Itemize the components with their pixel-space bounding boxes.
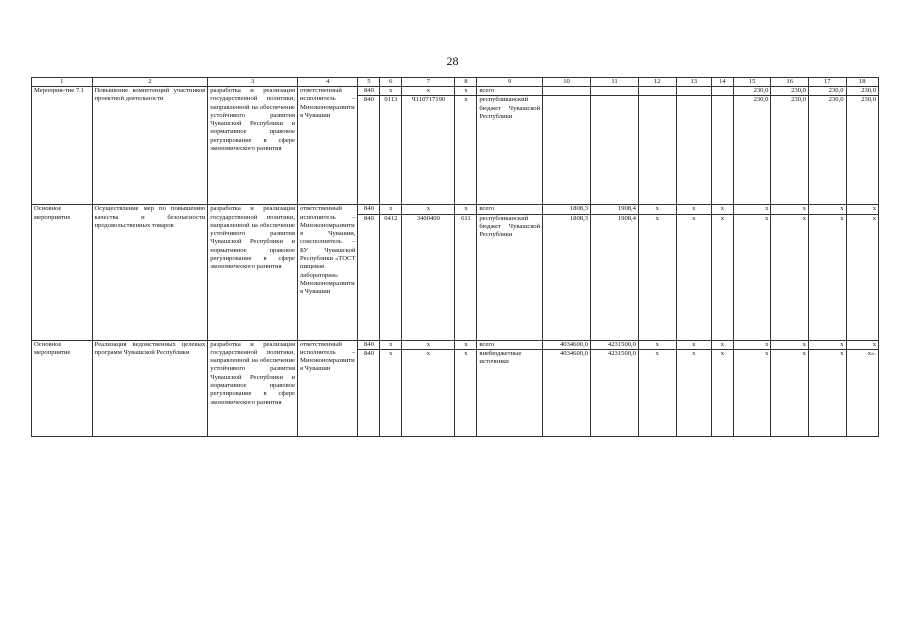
header-cell: 8 [455,78,477,87]
cell-c5: 840 [358,349,380,436]
executor-line: ответственный [299,205,342,213]
cell-c7: x [402,205,455,214]
cell-c9: внебюджетные источники [477,349,543,436]
cell-c6: 0113 [380,96,402,205]
cell-c6: 0412 [380,214,402,340]
cell-c18: x». [846,349,878,436]
cell-c14: x [711,214,733,340]
cell-c13 [676,96,711,205]
cell-c12: x [638,214,676,340]
cell-c17: x [808,340,846,349]
cell-c11 [591,96,639,205]
cell-c12: x [638,205,676,214]
header-cell: 13 [676,78,711,87]
cell-c5: 840 [358,340,380,349]
cell-c7: x [402,340,455,349]
cell-c16: x [771,205,809,214]
program-table [31,77,879,437]
header-cell: 14 [711,78,733,87]
cell-c15: x [733,349,771,436]
cell-c10 [543,96,591,205]
cell-c11: 1908,4 [591,214,639,340]
goal-cell: разработка и реализация государственной политики, направленной на обеспечение устойчивого развития Чувашской Республики и нормативное правовое регулирование в сфере экономического развития [208,340,298,436]
cell-c8: 611 [455,214,477,340]
cell-c10: 4034600,0 [543,340,591,349]
executor-cell [297,87,358,205]
cell-c16: x [771,349,809,436]
cell-c9: всего [477,205,543,214]
name-cell: Повышение компетенций участников проектной деятельности [92,87,208,205]
cell-c13: x [676,205,711,214]
table-row [32,340,879,349]
cell-c10: 1808,3 [543,205,591,214]
header-cell: 11 [591,78,639,87]
cell-c12 [638,87,676,96]
header-row [32,78,879,87]
header-cell: 5 [358,78,380,87]
cell-c12 [638,96,676,205]
executor-cell [297,340,358,436]
cell-c8: x [455,340,477,349]
cell-c13: x [676,214,711,340]
cell-c15: 230,0 [733,96,771,205]
goal-cell: разработка и реализация государственной политики, направленной на обеспечение устойчивого развития Чувашской Республики и нормативное правовое регулирование в сфере экономического развития [208,87,298,205]
cell-c14 [711,96,733,205]
cell-c7: Ч110717190 [402,96,455,205]
cell-c16: x [771,214,809,340]
name-cell: Реализация ведомственных целевых программ Чувашской Республики [92,340,208,436]
cell-c18: 230,0 [846,87,878,96]
cell-c10: 4034600,0 [543,349,591,436]
cell-c8: x [455,349,477,436]
cell-c12: x [638,349,676,436]
cell-c9: всего [477,340,543,349]
cell-c8: x [455,205,477,214]
table-row [32,205,879,214]
goal-cell: разработка и реализация государственной политики, направленной на обеспечение устойчивого развития Чувашской Республики и нормативное правовое регулирование в сфере экономического развития [208,205,298,340]
cell-c16: 230,0 [771,96,809,205]
header-cell: 16 [771,78,809,87]
cell-c9: республиканский бюджет Чувашской Республики [477,214,543,340]
cell-c14: x [711,205,733,214]
cell-c13 [676,87,711,96]
cell-c14 [711,87,733,96]
status-cell: Основное мероприятие [32,205,93,340]
cell-c6: x [380,87,402,96]
page-number: 28 [446,54,459,68]
header-cell: 10 [543,78,591,87]
executor-text: исполнитель – Минэкономразвития Чувашии [299,95,356,119]
cell-c10: 1808,3 [543,214,591,340]
cell-c14: x [711,340,733,349]
cell-c17: x [808,214,846,340]
cell-c17: x [808,205,846,214]
cell-c15: 230,0 [733,87,771,96]
cell-c18: x [846,214,878,340]
header-cell: 15 [733,78,771,87]
header-cell: 6 [380,78,402,87]
cell-c13: x [676,340,711,349]
cell-c16: x [771,340,809,349]
cell-c8: x [455,96,477,205]
executor-line: ответственный [299,87,342,94]
cell-c5: 840 [358,205,380,214]
cell-c13: x [676,349,711,436]
cell-c9: всего [477,87,543,96]
header-cell: 7 [402,78,455,87]
header-cell: 4 [297,78,358,87]
header-cell: 17 [808,78,846,87]
executor-cell [297,205,358,340]
header-cell: 1 [32,78,93,87]
cell-c9: республиканский бюджет Чувашской Республики [477,96,543,205]
header-cell: 18 [846,78,878,87]
cell-c15: x [733,205,771,214]
cell-c17: x [808,349,846,436]
cell-c11: 4231500,0 [591,349,639,436]
cell-c7: 3400400 [402,214,455,340]
header-cell: 2 [92,78,208,87]
cell-c15: x [733,214,771,340]
cell-c5: 840 [358,96,380,205]
executor-text: исполнитель – Минэкономразвития Чувашии [299,348,356,373]
cell-c15: x [733,340,771,349]
cell-c12: x [638,340,676,349]
header-cell: 3 [208,78,298,87]
name-cell: Осуществление мер по повышению качества и безопасности продовольственных товаров [92,205,208,340]
cell-c16: 230,0 [771,87,809,96]
cell-c7: x [402,349,455,436]
cell-c17: 230,0 [808,96,846,205]
cell-c18: x [846,205,878,214]
table-row [32,87,879,96]
cell-c10 [543,87,591,96]
cell-c18: 230,0 [846,96,878,205]
cell-c17: 230,0 [808,87,846,96]
cell-c6: x [380,349,402,436]
executor-line: ответственный [299,340,342,348]
cell-c14: x [711,349,733,436]
cell-c8: x [455,87,477,96]
cell-c5: 840 [358,214,380,340]
cell-c11: 1908,4 [591,205,639,214]
status-cell: Мероприя-тие 7.1 [32,87,93,205]
cell-c6: x [380,205,402,214]
cell-c5: 840 [358,87,380,96]
status-cell: Основное мероприятие [32,340,93,436]
header-cell: 9 [477,78,543,87]
executor-text: исполнитель – Минэкономразвития Чувашии, соисполнитель – БУ Чувашской Республики «ТОСТ пищевая лаборатория» Минэкономразвития Чувашии [299,213,356,296]
cell-c7: x [402,87,455,96]
cell-c11 [591,87,639,96]
cell-c11: 4231500,0 [591,340,639,349]
cell-c6: x [380,340,402,349]
cell-c18: x [846,340,878,349]
header-cell: 12 [638,78,676,87]
